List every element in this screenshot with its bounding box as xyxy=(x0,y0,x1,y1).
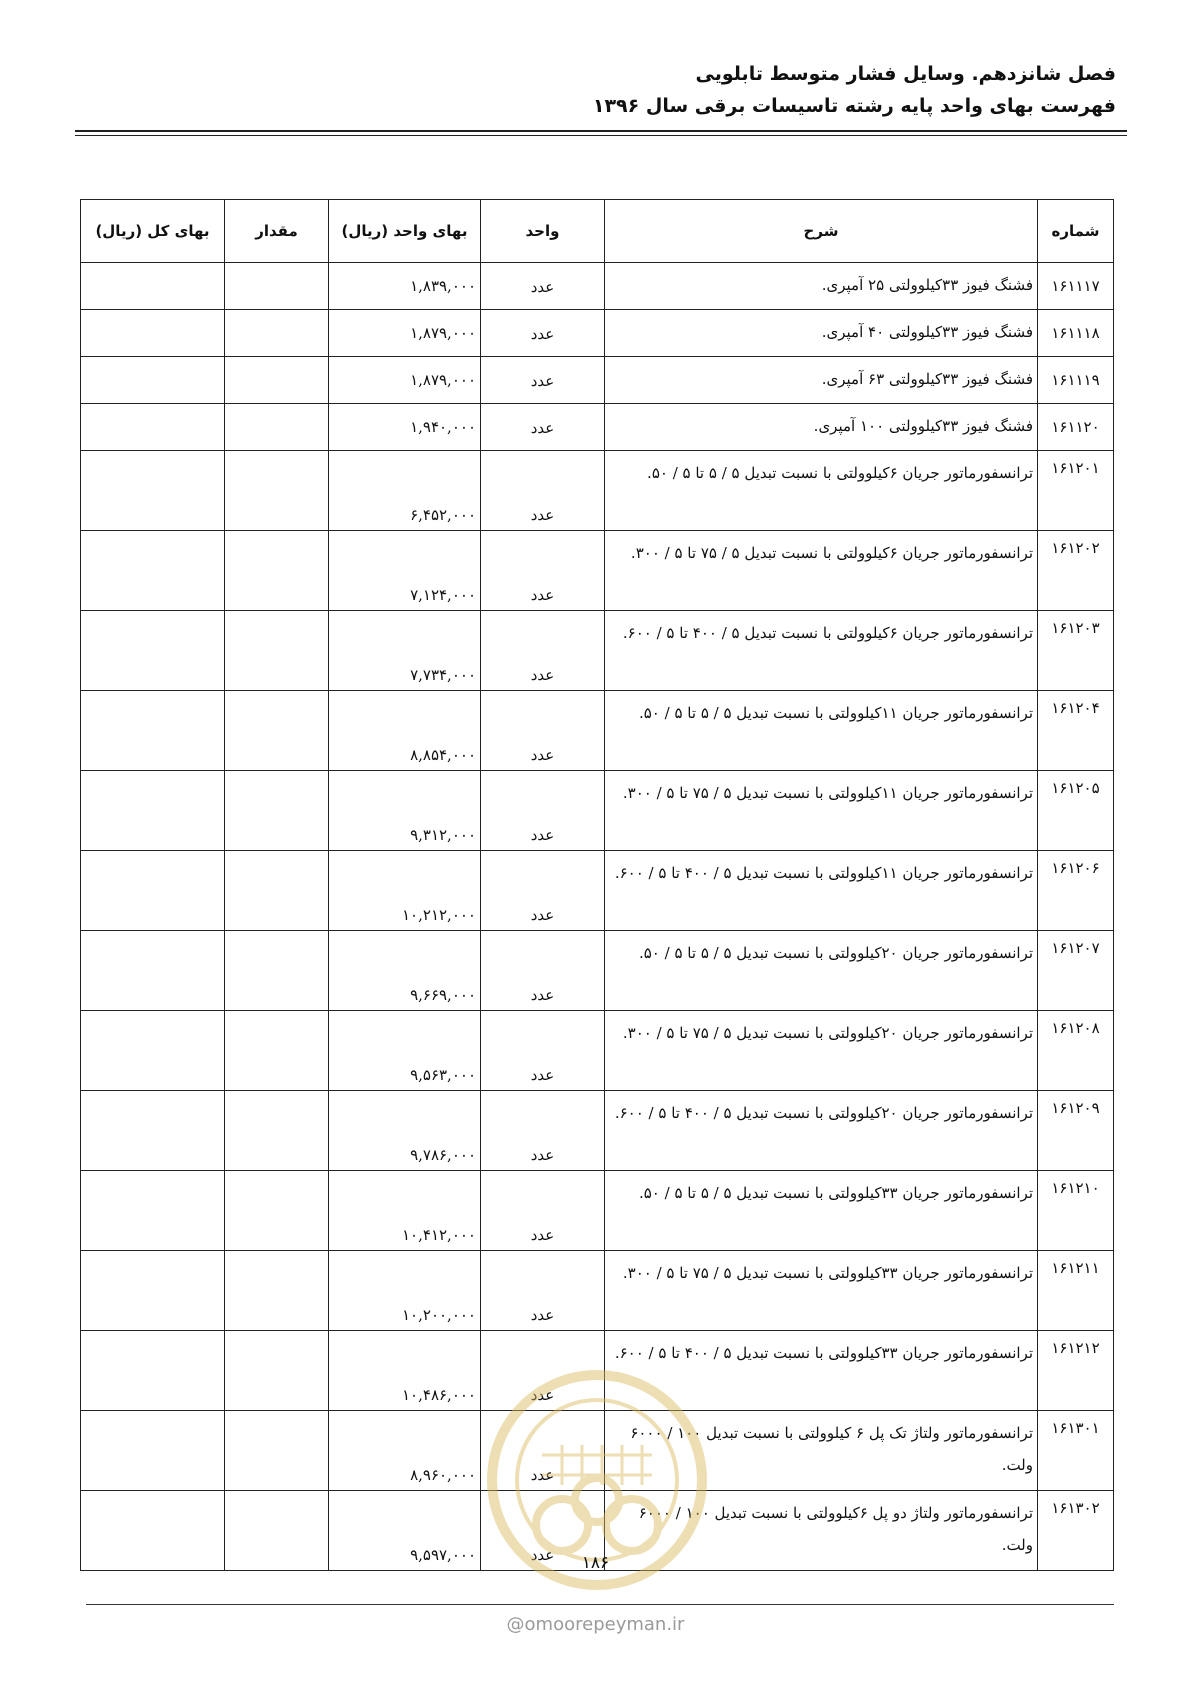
item-total-price-cell xyxy=(81,1091,225,1171)
item-unit-cell: عدد xyxy=(481,1331,605,1411)
page-number: ۱۸۶ xyxy=(581,1553,610,1573)
item-code-cell: ۱۶۱۲۰۳ xyxy=(1038,611,1114,691)
table-row xyxy=(81,1091,1114,1171)
item-quantity-cell xyxy=(225,263,329,310)
col-header-qty: مقدار xyxy=(225,200,329,263)
item-code-cell: ۱۶۱۲۰۲ xyxy=(1038,531,1114,611)
item-unit-price-cell: ۹,۵۹۷,۰۰۰ xyxy=(329,1491,481,1571)
item-quantity-cell xyxy=(225,1091,329,1171)
col-header-code: شماره xyxy=(1038,200,1114,263)
item-description-cell: ترانسفورماتور جریان ۱۱کیلوولتی با نسبت تبدیل ۵ / ۵ تا ۵ / ۵۰. xyxy=(605,691,1038,771)
item-description-cell: فشنگ فیوز ۳۳کیلوولتی ۴۰ آمپری. xyxy=(605,310,1038,357)
table-row xyxy=(81,931,1114,1011)
item-code-cell: ۱۶۱۲۰۵ xyxy=(1038,771,1114,851)
item-unit-cell: عدد xyxy=(481,1491,605,1571)
item-unit-price-cell: ۷,۷۳۴,۰۰۰ xyxy=(329,611,481,691)
col-header-total: بهای کل (ریال) xyxy=(81,200,225,263)
item-quantity-cell xyxy=(225,931,329,1011)
item-quantity-cell xyxy=(225,310,329,357)
table-row xyxy=(81,1171,1114,1251)
table-header-row xyxy=(81,200,1114,263)
item-description-cell: ترانسفورماتور جریان ۲۰کیلوولتی با نسبت تبدیل ۵ / ۴۰۰ تا ۵ / ۶۰۰. xyxy=(605,1091,1038,1171)
item-code-cell: ۱۶۱۲۰۱ xyxy=(1038,451,1114,531)
item-unit-price-cell: ۹,۳۱۲,۰۰۰ xyxy=(329,771,481,851)
item-unit-price-cell: ۱,۹۴۰,۰۰۰ xyxy=(329,404,481,451)
table-row xyxy=(81,451,1114,531)
item-unit-cell: عدد xyxy=(481,691,605,771)
item-total-price-cell xyxy=(81,1251,225,1331)
table-row xyxy=(81,611,1114,691)
item-description-cell: ترانسفورماتور جریان ۲۰کیلوولتی با نسبت تبدیل ۵ / ۷۵ تا ۵ / ۳۰۰. xyxy=(605,1011,1038,1091)
item-total-price-cell xyxy=(81,1411,225,1491)
item-code-cell: ۱۶۱۲۰۶ xyxy=(1038,851,1114,931)
item-total-price-cell xyxy=(81,1331,225,1411)
item-unit-cell: عدد xyxy=(481,404,605,451)
item-code-cell: ۱۶۱۲۱۱ xyxy=(1038,1251,1114,1331)
item-unit-price-cell: ۱,۸۷۹,۰۰۰ xyxy=(329,357,481,404)
item-unit-cell: عدد xyxy=(481,451,605,531)
item-description-cell: ترانسفورماتور جریان ۶کیلوولتی با نسبت تبدیل ۵ / ۷۵ تا ۵ / ۳۰۰. xyxy=(605,531,1038,611)
item-unit-price-cell: ۶,۴۵۲,۰۰۰ xyxy=(329,451,481,531)
header-rule-thin xyxy=(75,135,1127,136)
item-unit-cell: عدد xyxy=(481,931,605,1011)
item-unit-price-cell: ۸,۹۶۰,۰۰۰ xyxy=(329,1411,481,1491)
item-code-cell: ۱۶۱۲۱۰ xyxy=(1038,1171,1114,1251)
item-unit-price-cell: ۹,۵۶۳,۰۰۰ xyxy=(329,1011,481,1091)
item-description-cell: فشنگ فیوز ۳۳کیلوولتی ۲۵ آمپری. xyxy=(605,263,1038,310)
item-description-cell: ترانسفورماتور جریان ۶کیلوولتی با نسبت تبدیل ۵ / ۴۰۰ تا ۵ / ۶۰۰. xyxy=(605,611,1038,691)
item-code-cell: ۱۶۱۱۱۹ xyxy=(1038,357,1114,404)
item-quantity-cell xyxy=(225,611,329,691)
table-row xyxy=(81,310,1114,357)
table-row xyxy=(81,691,1114,771)
header-rule-thick xyxy=(75,130,1127,132)
item-description-cell: ترانسفورماتور جریان ۳۳کیلوولتی با نسبت تبدیل ۵ / ۷۵ تا ۵ / ۳۰۰. xyxy=(605,1251,1038,1331)
item-description-cell: ترانسفورماتور جریان ۶کیلوولتی با نسبت تبدیل ۵ / ۵ تا ۵ / ۵۰. xyxy=(605,451,1038,531)
item-unit-cell: عدد xyxy=(481,771,605,851)
item-total-price-cell xyxy=(81,611,225,691)
item-unit-cell: عدد xyxy=(481,1411,605,1491)
table-row xyxy=(81,1251,1114,1331)
item-unit-price-cell: ۱,۸۷۹,۰۰۰ xyxy=(329,310,481,357)
table-row xyxy=(81,404,1114,451)
item-quantity-cell xyxy=(225,357,329,404)
item-unit-cell: عدد xyxy=(481,531,605,611)
item-code-cell: ۱۶۱۱۱۸ xyxy=(1038,310,1114,357)
item-unit-cell: عدد xyxy=(481,263,605,310)
item-quantity-cell xyxy=(225,531,329,611)
item-unit-price-cell: ۱۰,۴۸۶,۰۰۰ xyxy=(329,1331,481,1411)
item-description-cell: ترانسفورماتور جریان ۱۱کیلوولتی با نسبت تبدیل ۵ / ۷۵ تا ۵ / ۳۰۰. xyxy=(605,771,1038,851)
item-total-price-cell xyxy=(81,310,225,357)
item-quantity-cell xyxy=(225,1251,329,1331)
item-total-price-cell xyxy=(81,691,225,771)
item-code-cell: ۱۶۱۲۰۷ xyxy=(1038,931,1114,1011)
item-unit-price-cell: ۹,۶۶۹,۰۰۰ xyxy=(329,931,481,1011)
item-unit-price-cell: ۹,۷۸۶,۰۰۰ xyxy=(329,1091,481,1171)
page-header xyxy=(66,58,1116,122)
item-unit-cell: عدد xyxy=(481,1011,605,1091)
table-row xyxy=(81,851,1114,931)
item-description-cell: ترانسفورماتور جریان ۱۱کیلوولتی با نسبت تبدیل ۵ / ۴۰۰ تا ۵ / ۶۰۰. xyxy=(605,851,1038,931)
item-quantity-cell xyxy=(225,851,329,931)
list-title: فهرست بهای واحد پایه رشته تاسیسات برقی سال ۱۳۹۶ xyxy=(592,95,1116,117)
item-unit-cell: عدد xyxy=(481,357,605,404)
item-quantity-cell xyxy=(225,771,329,851)
table-row xyxy=(81,531,1114,611)
site-watermark: @omoorepeyman.ir xyxy=(506,1614,685,1635)
item-description-cell: ترانسفورماتور جریان ۳۳کیلوولتی با نسبت تبدیل ۵ / ۵ تا ۵ / ۵۰. xyxy=(605,1171,1038,1251)
item-total-price-cell xyxy=(81,451,225,531)
item-total-price-cell xyxy=(81,263,225,310)
item-code-cell: ۱۶۱۳۰۲ xyxy=(1038,1491,1114,1571)
item-total-price-cell xyxy=(81,404,225,451)
table-row xyxy=(81,263,1114,310)
item-unit-cell: عدد xyxy=(481,611,605,691)
item-code-cell: ۱۶۱۱۱۷ xyxy=(1038,263,1114,310)
item-description-cell: ترانسفورماتور جریان ۲۰کیلوولتی با نسبت تبدیل ۵ / ۵ تا ۵ / ۵۰. xyxy=(605,931,1038,1011)
item-quantity-cell xyxy=(225,691,329,771)
item-code-cell: ۱۶۱۲۰۴ xyxy=(1038,691,1114,771)
col-header-desc: شرح xyxy=(605,200,1038,263)
item-unit-price-cell: ۱,۸۳۹,۰۰۰ xyxy=(329,263,481,310)
item-quantity-cell xyxy=(225,404,329,451)
table-row xyxy=(81,1011,1114,1091)
item-quantity-cell xyxy=(225,1411,329,1491)
item-total-price-cell xyxy=(81,771,225,851)
item-code-cell: ۱۶۱۲۱۲ xyxy=(1038,1331,1114,1411)
item-description-cell: فشنگ فیوز ۳۳کیلوولتی ۶۳ آمپری. xyxy=(605,357,1038,404)
item-unit-cell: عدد xyxy=(481,851,605,931)
col-header-unit-price: بهای واحد (ریال) xyxy=(329,200,481,263)
table-row xyxy=(81,771,1114,851)
chapter-title: فصل شانزدهم. وسایل فشار متوسط تابلویی xyxy=(695,63,1116,85)
item-total-price-cell xyxy=(81,931,225,1011)
item-unit-cell: عدد xyxy=(481,1251,605,1331)
item-code-cell: ۱۶۱۲۰۹ xyxy=(1038,1091,1114,1171)
item-unit-cell: عدد xyxy=(481,1091,605,1171)
item-unit-cell: عدد xyxy=(481,310,605,357)
table-row xyxy=(81,357,1114,404)
col-header-unit: واحد xyxy=(481,200,605,263)
item-total-price-cell xyxy=(81,851,225,931)
item-quantity-cell xyxy=(225,451,329,531)
item-description-cell: فشنگ فیوز ۳۳کیلوولتی ۱۰۰ آمپری. xyxy=(605,404,1038,451)
item-unit-price-cell: ۷,۱۲۴,۰۰۰ xyxy=(329,531,481,611)
item-unit-price-cell: ۱۰,۲۰۰,۰۰۰ xyxy=(329,1251,481,1331)
item-description-cell: ترانسفورماتور ولتاژ دو پل ۶کیلوولتی با نسبت تبدیل ۱۰۰ / ۶۰۰۰ ولت. xyxy=(605,1491,1038,1571)
item-total-price-cell xyxy=(81,531,225,611)
item-code-cell: ۱۶۱۱۲۰ xyxy=(1038,404,1114,451)
item-total-price-cell xyxy=(81,1011,225,1091)
item-unit-price-cell: ۱۰,۲۱۲,۰۰۰ xyxy=(329,851,481,931)
item-quantity-cell xyxy=(225,1011,329,1091)
item-total-price-cell xyxy=(81,1171,225,1251)
item-total-price-cell xyxy=(81,357,225,404)
footer-rule xyxy=(86,1604,1114,1605)
item-description-cell: ترانسفورماتور ولتاژ تک پل ۶ کیلوولتی با نسبت تبدیل ۱۰۰ / ۶۰۰۰ ولت. xyxy=(605,1411,1038,1491)
item-quantity-cell xyxy=(225,1331,329,1411)
item-unit-price-cell: ۸,۸۵۴,۰۰۰ xyxy=(329,691,481,771)
item-unit-price-cell: ۱۰,۴۱۲,۰۰۰ xyxy=(329,1171,481,1251)
item-description-cell: ترانسفورماتور جریان ۳۳کیلوولتی با نسبت تبدیل ۵ / ۴۰۰ تا ۵ / ۶۰۰. xyxy=(605,1331,1038,1411)
item-quantity-cell xyxy=(225,1171,329,1251)
item-code-cell: ۱۶۱۳۰۱ xyxy=(1038,1411,1114,1491)
item-unit-cell: عدد xyxy=(481,1171,605,1251)
item-code-cell: ۱۶۱۲۰۸ xyxy=(1038,1011,1114,1091)
